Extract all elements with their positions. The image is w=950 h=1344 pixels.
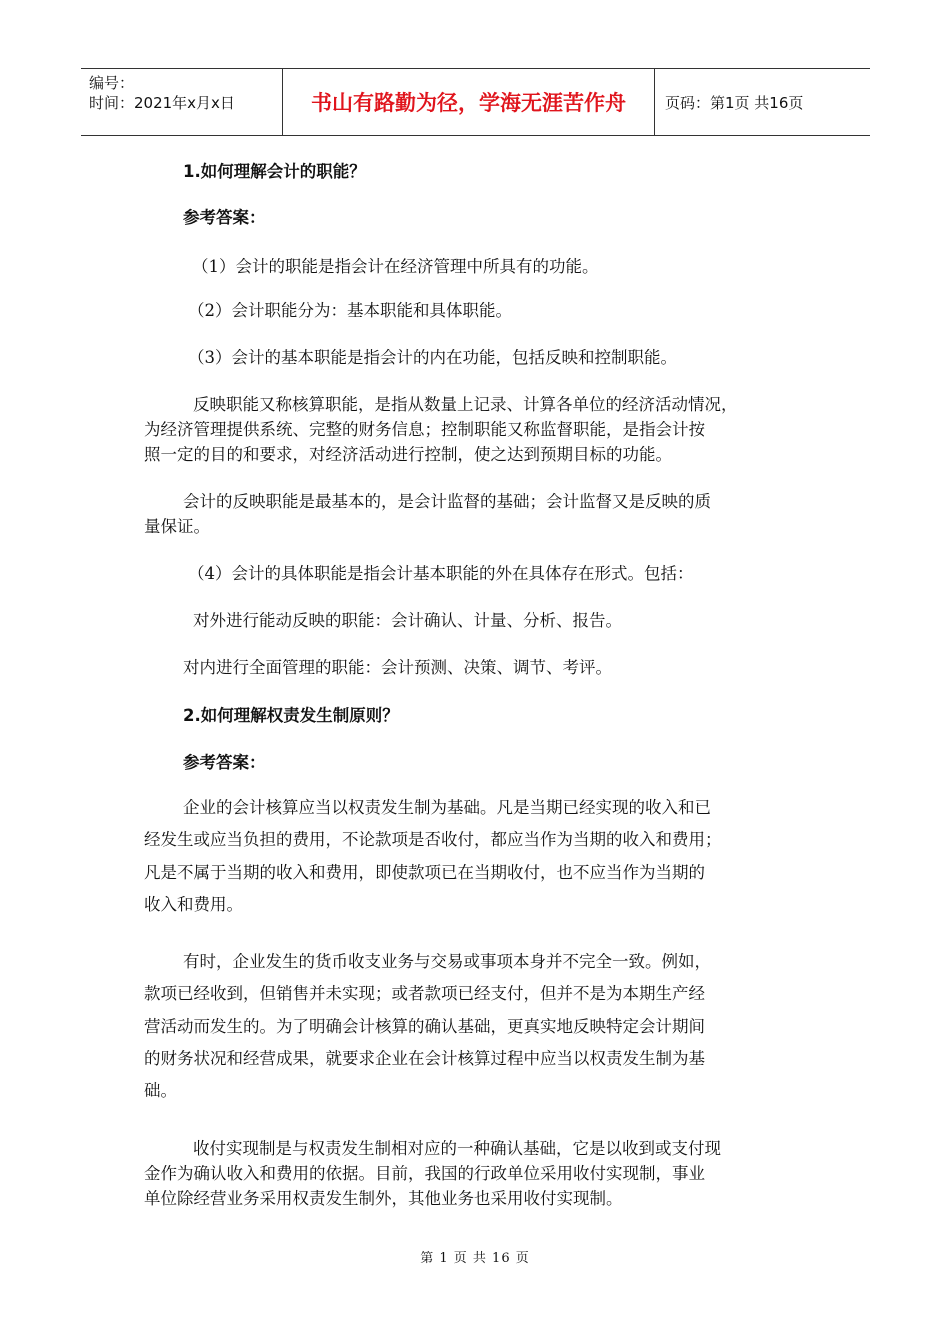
paragraph-line: 营活动而发生的。为了明确会计核算的确认基础，更真实地反映特定会计期间 xyxy=(144,1017,705,1036)
paragraph-line: （4）会计的具体职能是指会计基本职能的外在具体存在形式。包括： xyxy=(188,564,694,583)
paragraph-line: 量保证。 xyxy=(144,517,210,536)
paragraph-line: 款项已经收到，但销售并未实现；或者款项已经支付，但并不是为本期生产经 xyxy=(144,984,705,1003)
paragraph-line: 为经济管理提供系统、完整的财务信息；控制职能又称监督职能，是指会计按 xyxy=(144,420,705,439)
paragraph-line: 照一定的目的和要求，对经济活动进行控制，使之达到预期目标的功能。 xyxy=(144,445,672,464)
date-label: 时间：2021年x月x日 xyxy=(89,94,235,112)
paragraph-line: 收付实现制是与权责发生制相对应的一种确认基础，它是以收到或支付现 xyxy=(193,1139,721,1158)
page-footer: 第 1 页 共 16 页 xyxy=(420,1251,530,1266)
question-2-title: 2.如何理解权责发生制原则？ xyxy=(183,706,399,725)
answer-label-2: 参考答案： xyxy=(183,753,266,772)
page-header xyxy=(81,68,870,136)
paragraph-line: 金作为确认收入和费用的依据。目前，我国的行政单位采用收付实现制，事业 xyxy=(144,1164,705,1183)
paragraph-line: 反映职能又称核算职能，是指从数量上记录、计算各单位的经济活动情况， xyxy=(193,395,738,414)
header-page-info: 页码：第1页 共16页 xyxy=(665,93,804,112)
header-motto: 书山有路勤为径，学海无涯苦作舟 xyxy=(283,69,655,135)
header-meta xyxy=(81,69,283,135)
paragraph-line: （2）会计职能分为：基本职能和具体职能。 xyxy=(188,301,512,320)
paragraph-line: 收入和费用。 xyxy=(144,895,243,914)
paragraph-line: （3）会计的基本职能是指会计的内在功能，包括反映和控制职能。 xyxy=(188,348,677,367)
paragraph-line: 有时，企业发生的货币收支业务与交易或事项本身并不完全一致。例如， xyxy=(183,952,711,971)
question-1-title: 1.如何理解会计的职能？ xyxy=(183,162,366,181)
paragraph-line: 经发生或应当负担的费用，不论款项是否收付，都应当作为当期的收入和费用； xyxy=(144,830,722,849)
answer-label-1: 参考答案： xyxy=(183,208,266,227)
paragraph-line: 会计的反映职能是最基本的，是会计监督的基础；会计监督又是反映的质 xyxy=(183,492,711,511)
paragraph-line: 的财务状况和经营成果，就要求企业在会计核算过程中应当以权责发生制为基 xyxy=(144,1049,705,1068)
paragraph-line: 企业的会计核算应当以权责发生制为基础。凡是当期已经实现的收入和已 xyxy=(183,798,711,817)
number-label: 编号： xyxy=(89,74,135,92)
paragraph-line: 础。 xyxy=(144,1081,177,1100)
paragraph-line: 对外进行能动反映的职能：会计确认、计量、分析、报告。 xyxy=(193,611,622,630)
paragraph-line: 凡是不属于当期的收入和费用，即使款项已在当期收付，也不应当作为当期的 xyxy=(144,863,705,882)
paragraph-line: 单位除经营业务采用权责发生制外，其他业务也采用收付实现制。 xyxy=(144,1189,623,1208)
paragraph-line: （1）会计的职能是指会计在经济管理中所具有的功能。 xyxy=(192,257,599,276)
paragraph-line: 对内进行全面管理的职能：会计预测、决策、调节、考评。 xyxy=(183,658,612,677)
